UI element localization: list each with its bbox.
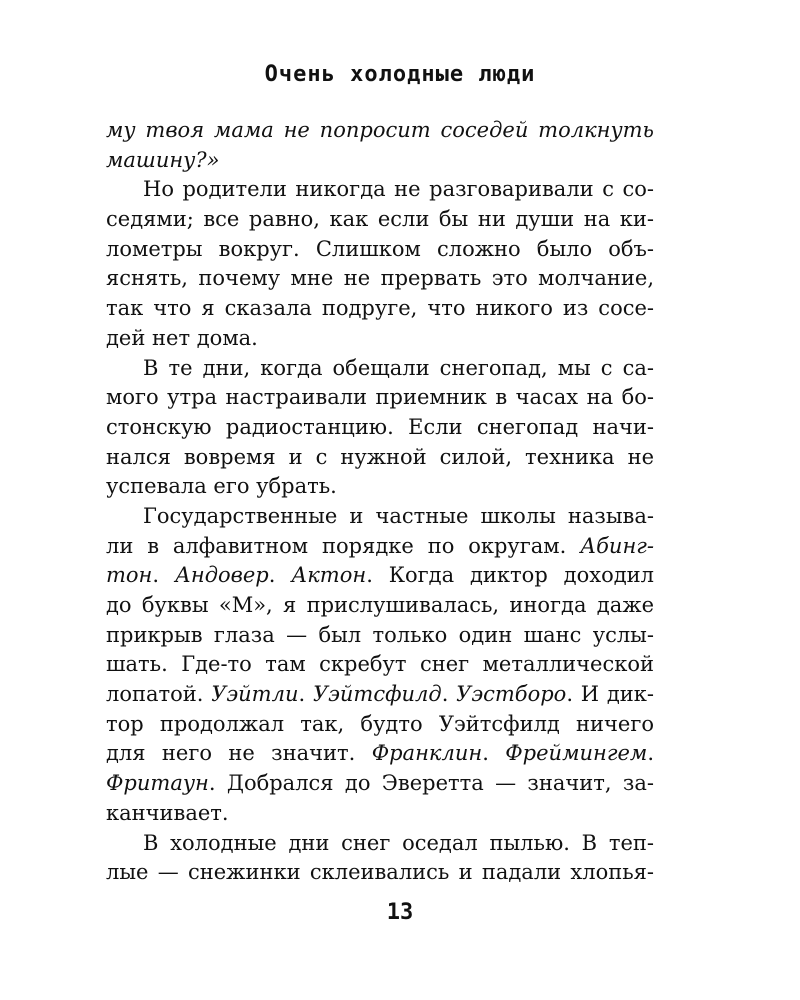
italic-text: Актон [291, 563, 367, 588]
text-line [106, 769, 654, 799]
text-segment: лопатой. [106, 682, 212, 707]
italic-text: Уэйтли [211, 682, 299, 707]
text-segment: . Добрался до Эверетта — значит, за- [208, 771, 654, 796]
text-segment: . [647, 741, 654, 766]
text-segment: . [268, 563, 292, 588]
text-segment: стонскую радиостанцию. Если снегопад начи- [106, 414, 654, 439]
text-line [106, 561, 654, 591]
text-segment: до буквы «М», я прислушивалась, иногда даже [106, 593, 654, 617]
text-segment: так что я сказала подруге, что никого из сосе- [106, 296, 654, 321]
text-line [106, 532, 654, 562]
text-segment: . Когда диктор доходил [366, 563, 654, 588]
text-line [106, 472, 654, 502]
text-line [106, 680, 654, 710]
text-line [106, 858, 654, 888]
text-segment: Государственные и частные школы называ- [143, 503, 654, 528]
text-segment: успевала его убрать. [106, 474, 337, 499]
italic-text: тон [106, 563, 153, 588]
text-line [106, 739, 654, 769]
text-segment: Но родители никогда не разговаривали с со- [143, 177, 654, 202]
text-segment: . [152, 563, 175, 588]
text-segment: . [298, 682, 313, 707]
italic-text: Абинг- [580, 533, 654, 558]
text-segment: В холодные дни снег оседал пылью. В теп- [143, 830, 654, 855]
text-line [106, 116, 654, 146]
body-text [106, 116, 654, 888]
text-segment: нался вовремя и с нужной силой, техника не [106, 444, 654, 469]
text-segment: дей нет дома. [106, 325, 258, 350]
text-line [106, 829, 654, 859]
italic-text: му твоя мама не попросит соседей толкнуть [106, 118, 654, 142]
text-segment: прикрыв глаза — был только один шанс услы- [106, 622, 654, 647]
text-segment: канчивает. [106, 800, 229, 825]
text-line [106, 146, 654, 176]
text-line [106, 175, 654, 205]
text-segment: тор продолжал так, будто Уэйтсфилд ничего [106, 711, 654, 736]
text-segment: В те дни, когда обещали снегопад, мы с са- [143, 355, 654, 380]
text-line [106, 591, 654, 621]
text-line [106, 235, 654, 265]
text-line [106, 650, 654, 680]
text-segment: лые — снежинки склеивались и падали хлопья- [106, 860, 654, 885]
text-segment: яснять, почему мне не прервать это молчание, [106, 266, 654, 291]
text-line [106, 354, 654, 384]
italic-text: машину?» [106, 147, 220, 172]
text-line [106, 205, 654, 235]
text-segment: ли в алфавитном порядке по округам. [106, 533, 581, 558]
italic-text: Уэстборо [456, 682, 567, 707]
text-segment: для него не значит. [106, 741, 372, 766]
text-segment: . [482, 741, 506, 766]
text-segment: шать. Где-то там скребут снег металлической [106, 652, 654, 677]
text-line [106, 264, 654, 294]
text-line [106, 710, 654, 740]
text-line [106, 294, 654, 324]
text-segment: седями; все равно, как если бы ни души на ки- [106, 207, 654, 232]
italic-text: Фритаун [106, 771, 209, 796]
text-line [106, 383, 654, 413]
text-line [106, 443, 654, 473]
italic-text: Андовер [174, 563, 269, 588]
text-segment: мого утра настраивали приемник в часах на бо- [106, 385, 654, 410]
text-segment: . И дик- [566, 682, 655, 707]
italic-text: Уэйтсфилд [312, 682, 442, 707]
text-line [106, 324, 654, 354]
page-number: 13 [386, 900, 414, 925]
text-line [106, 413, 654, 443]
text-line [106, 799, 654, 829]
italic-text: Франклин [371, 741, 483, 766]
text-line [106, 621, 654, 651]
running-head: Очень холодные люди [264, 62, 536, 87]
text-line [106, 502, 654, 532]
text-segment: . [441, 682, 457, 707]
italic-text: Фреймингем [505, 741, 648, 766]
text-segment: лометры вокруг. Слишком сложно было объ- [106, 236, 654, 261]
